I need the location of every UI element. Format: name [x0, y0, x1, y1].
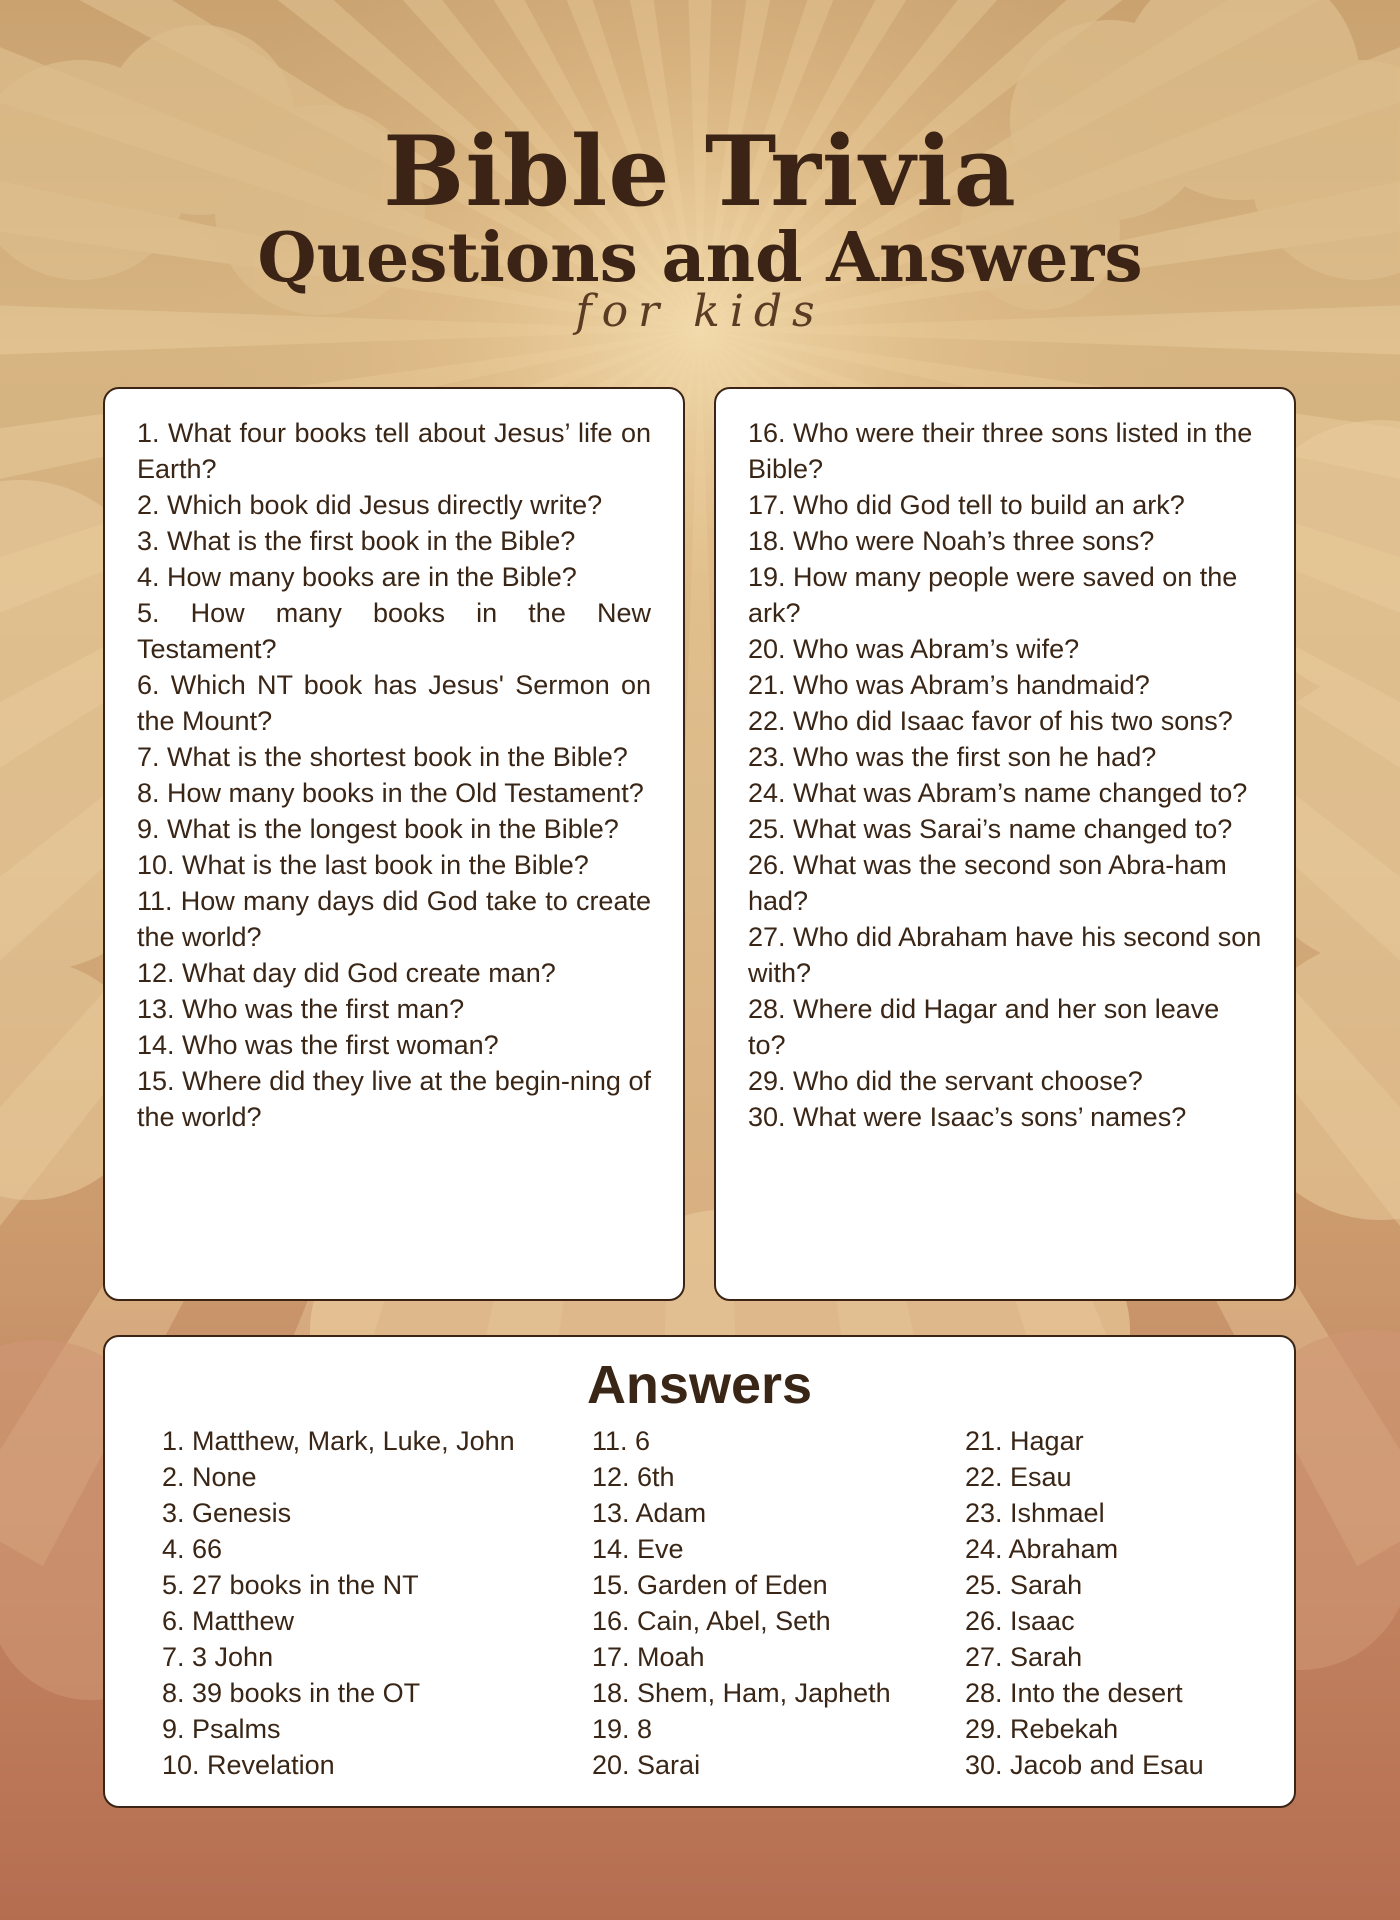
question-item: 7. What is the shortest book in the Bible?: [137, 742, 628, 772]
question-item: 16. Who were their three sons listed in the Bible?: [748, 418, 1253, 484]
answer-item: 9. Psalms: [162, 1714, 281, 1744]
answer-item: 2. None: [162, 1462, 257, 1492]
header: [0, 115, 1400, 337]
question-item: 28. Where did Hagar and her son leave to?: [748, 994, 1220, 1060]
question-item: 17. Who did God tell to build an ark?: [748, 490, 1185, 520]
question-item: 27. Who did Abraham have his second son with?: [748, 922, 1262, 988]
answer-item: 24. Abraham: [965, 1534, 1119, 1564]
page-title: Bible Trivia: [383, 115, 1017, 228]
answer-item: 27. Sarah: [965, 1642, 1083, 1672]
question-item: 15. Where did they live at the begin-ning of the world?: [137, 1066, 651, 1132]
question-item: 30. What were Isaac’s sons’ names?: [748, 1102, 1187, 1132]
question-item: 3. What is the first book in the Bible?: [137, 526, 576, 556]
answers-column-1: [162, 1423, 515, 1783]
question-item: 24. What was Abram’s name changed to?: [748, 778, 1248, 808]
question-item: 9. What is the longest book in the Bible?: [137, 814, 619, 844]
question-item: 23. Who was the first son he had?: [748, 742, 1157, 772]
answer-item: 12. 6th: [592, 1462, 675, 1492]
question-item: 12. What day did God create man?: [137, 958, 556, 988]
question-item: 5. How many books in the New Testament?: [137, 598, 651, 664]
answer-item: 21. Hagar: [965, 1426, 1084, 1456]
question-list-left: [137, 415, 651, 1135]
question-list-right: [748, 415, 1262, 1135]
answer-item: 14. Eve: [592, 1534, 684, 1564]
question-item: 13. Who was the first man?: [137, 994, 465, 1024]
question-item: 8. How many books in the Old Testament?: [137, 778, 644, 808]
question-item: 14. Who was the first woman?: [137, 1030, 499, 1060]
question-item: 21. Who was Abram’s handmaid?: [748, 670, 1150, 700]
answer-item: 11. 6: [592, 1426, 651, 1456]
answer-item: 29. Rebekah: [965, 1714, 1119, 1744]
answer-item: 18. Shem, Ham, Japheth: [592, 1678, 891, 1708]
answer-item: 20. Sarai: [592, 1750, 701, 1780]
answer-item: 16. Cain, Abel, Seth: [592, 1606, 831, 1636]
answer-item: 22. Esau: [965, 1462, 1072, 1492]
answers-card: [103, 1335, 1296, 1808]
answers-title: Answers: [586, 1355, 813, 1415]
answer-item: 8. 39 books in the OT: [162, 1678, 421, 1708]
answer-item: 5. 27 books in the NT: [162, 1570, 419, 1600]
answer-item: 15. Garden of Eden: [592, 1570, 828, 1600]
answer-item: 13. Adam: [592, 1498, 707, 1528]
answer-item: 19. 8: [592, 1714, 653, 1744]
question-item: 29. Who did the servant choose?: [748, 1066, 1143, 1096]
answer-item: 23. Ishmael: [965, 1498, 1105, 1528]
question-item: 20. Who was Abram’s wife?: [748, 634, 1080, 664]
question-item: 2. Which book did Jesus directly write?: [137, 490, 603, 520]
question-item: 10. What is the last book in the Bible?: [137, 850, 589, 880]
question-item: 18. Who were Noah’s three sons?: [748, 526, 1155, 556]
question-item: 4. How many books are in the Bible?: [137, 562, 577, 592]
answer-item: 10. Revelation: [162, 1750, 335, 1780]
answer-item: 7. 3 John: [162, 1642, 274, 1672]
page-subtitle: Questions and Answers: [257, 218, 1143, 298]
answer-item: 25. Sarah: [965, 1570, 1083, 1600]
answers-column-2: [592, 1423, 891, 1783]
answer-item: 26. Isaac: [965, 1606, 1075, 1636]
question-item: 22. Who did Isaac favor of his two sons?: [748, 706, 1233, 736]
questions-card-right: [714, 387, 1296, 1301]
question-item: 19. How many people were saved on the ark?: [748, 562, 1238, 628]
answer-item: 17. Moah: [592, 1642, 705, 1672]
question-item: 26. What was the second son Abra-ham had?: [748, 850, 1227, 916]
page-tagline: for kids: [575, 286, 825, 337]
question-item: 11. How many days did God take to create the world?: [137, 886, 651, 952]
question-item: 1. What four books tell about Jesus’ life on Earth?: [137, 418, 651, 484]
answer-item: 3. Genesis: [162, 1498, 292, 1528]
answer-item: 6. Matthew: [162, 1606, 295, 1636]
answer-item: 4. 66: [162, 1534, 223, 1564]
question-item: 6. Which NT book has Jesus' Sermon on the Mount?: [137, 670, 651, 736]
answer-item: 28. Into the desert: [965, 1678, 1183, 1708]
questions-card-left: [103, 387, 685, 1301]
answer-item: 1. Matthew, Mark, Luke, John: [162, 1426, 515, 1456]
answers-column-3: [965, 1423, 1204, 1783]
answer-item: 30. Jacob and Esau: [965, 1750, 1204, 1780]
question-item: 25. What was Sarai’s name changed to?: [748, 814, 1233, 844]
